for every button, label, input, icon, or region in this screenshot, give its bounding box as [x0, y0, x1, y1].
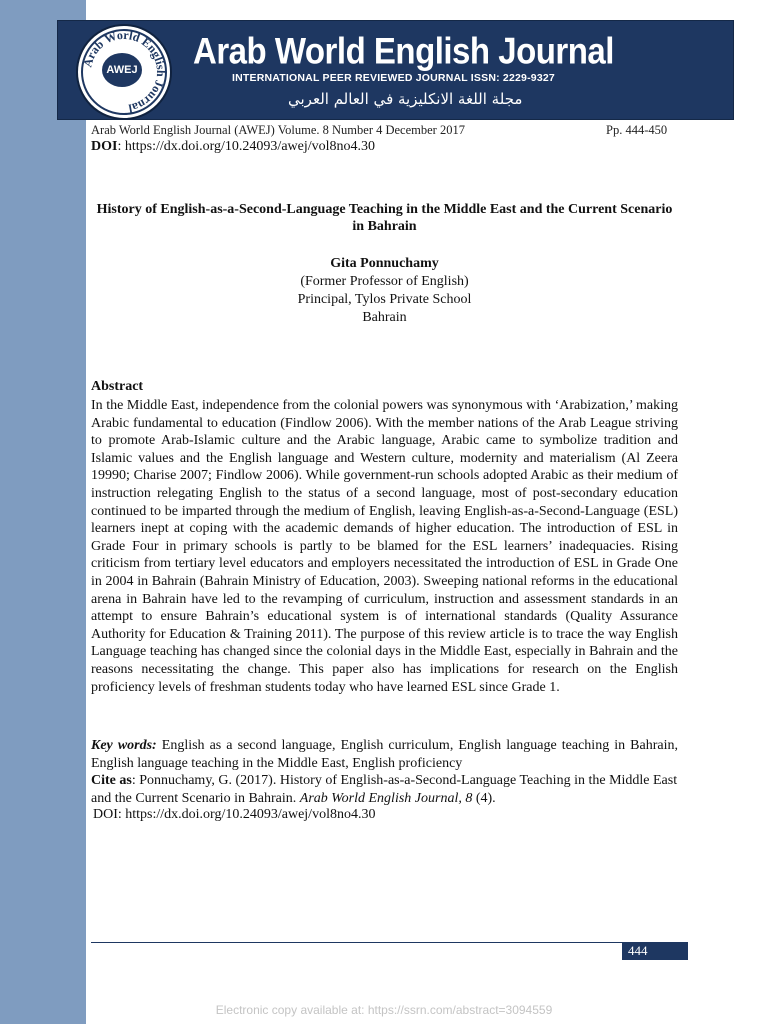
doi-bottom-link[interactable]: DOI: https://dx.doi.org/10.24093/awej/vol8no4.30 — [93, 807, 376, 822]
cite-as — [91, 772, 678, 807]
cite-label: Cite as — [91, 773, 132, 788]
author-name: Gita Ponnuchamy — [330, 256, 439, 271]
doi-link[interactable]: : https://dx.doi.org/10.24093/awej/vol8no4.30 — [117, 139, 376, 154]
doi-line — [91, 139, 375, 155]
logo-initials: AWEJ — [102, 53, 142, 87]
keywords-label: Key words: — [91, 738, 157, 753]
keywords — [91, 737, 678, 772]
page-number: 444 — [622, 942, 688, 960]
abstract-text: In the Middle East, independence from the colonial powers was synonymous with ‘Arabization,’ making Arabic fundamental to education (Findlow 2006). With the member nations of the Arab League striving to promote Arab-Islamic culture and the Arabic language, Arabic came to symbolize tradition and Islamic values and the English language and Western culture, modernity and materialism (Al Zeera 19990; Charise 2007; Findlow 2006). While government-run schools adopted Arabic as their medium of instruction relegating English to the status of a second language, most of post-secondary education continued to be imparted through the medium of English, leaving English-as-a-Second-Language (ESL) learners inept at coping with the academic demands of higher education. The introduction of ESL in Grade Four in primary schools is partly to be blamed for the ESL learners’ inadequacies. Rising criticism from tertiary level educators and employers necessitated the introduction of ESL in Grade One in 2004 in Bahrain (Bahrain Ministry of Education, 2003). Sweeping national reforms in the educational arena in Bahrain have led to the revamping of curriculum, instruction and assessment standards in an attempt to ensure Bahrain’s educational system is of international standards (Quality Assurance Authority for Education & Training 2011). The purpose of this review article is to trace the way English Language teaching has changed since the colonial days in the Middle East, especially in Bahrain and the reasons necessitating the change. This paper also has implications for research on the English proficiency levels of freshman students today who have learned ESL since Grade 1. — [91, 398, 678, 695]
article-title: History of English-as-a-Second-Language Teaching in the Middle East and the Current Scenario in Bahrain — [96, 202, 673, 234]
keywords-text: English as a second language, English curriculum, English language teaching in Bahrain, English language teaching in the Middle East, English proficiency — [91, 738, 678, 771]
logo-ring-text: Arab World English Journal — [80, 27, 169, 116]
author-block — [91, 255, 678, 327]
citation-line: Arab World English Journal (AWEJ) Volume. 8 Number 4 December 2017 — [91, 123, 465, 137]
abstract-heading: Abstract — [91, 379, 144, 394]
author-country: Bahrain — [362, 310, 407, 325]
side-stripe — [0, 0, 86, 1024]
author-affiliation: Principal, Tylos Private School — [297, 292, 472, 307]
doi-label: DOI — [91, 139, 118, 154]
author-role: (Former Professor of English) — [300, 274, 469, 289]
arabic-journal-title: مجلة اللغة الانكليزية في العالم العربي — [288, 90, 523, 108]
awej-logo — [76, 24, 172, 120]
footer-rule — [91, 942, 627, 943]
ssrn-note[interactable]: Electronic copy available at: https://ssrn.com/abstract=3094559 — [215, 1003, 553, 1017]
peer-review-issn: INTERNATIONAL PEER REVIEWED JOURNAL ISSN: 2229-9327 — [232, 72, 555, 84]
cite-text: : Ponnuchamy, G. (2017). History of English-as-a-Second-Language Teaching in the Middle East and the Current Scenario in Bahrain. — [91, 773, 678, 806]
cite-journal: Arab World English Journal, 8 — [299, 790, 473, 806]
cite-issue: (4). — [472, 790, 496, 806]
journal-name: Arab World English Journal — [193, 30, 614, 72]
page-range: Pp. 444-450 — [606, 123, 668, 137]
